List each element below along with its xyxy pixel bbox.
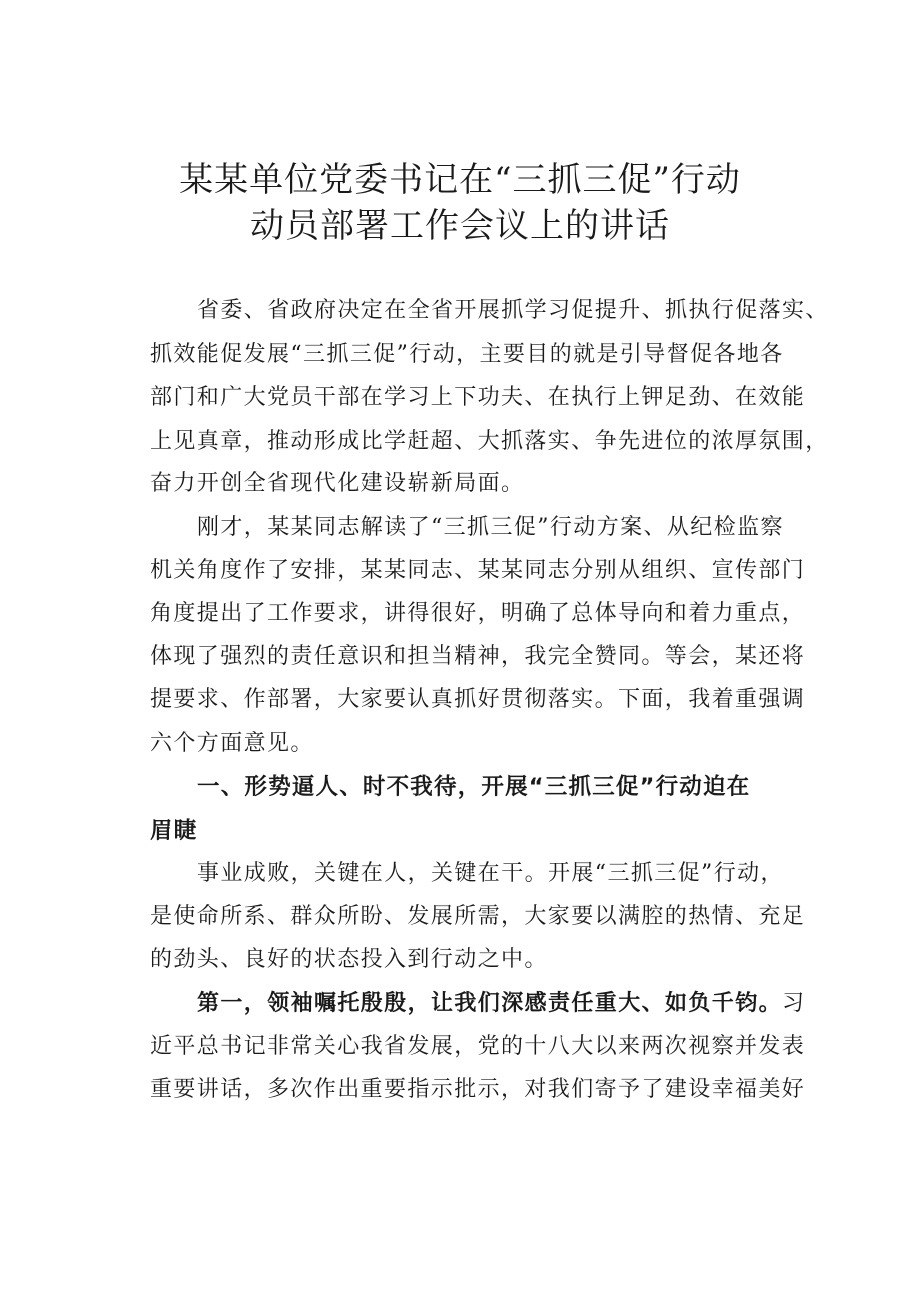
paragraph-3-line-3: 的劲头、良好的状态投入到行动之中。 [150,947,548,972]
paragraph-4-bold-lead: 第一，领袖嘱托殷殷，让我们深感责任重大、如负千钧。 [197,991,783,1016]
paragraph-2-line-4: 体现了强烈的责任意识和担当精神，我完全赞同。等会，某还将 [150,644,806,669]
document-title-line-2: 动员部署工作会议上的讲话 [250,206,670,246]
paragraph-3-line-2: 是使命所系、群众所盼、发展所需，大家要以满腔的热情、充足 [150,904,806,929]
paragraph-3-line-1: 事业成败，关键在人，关键在干。开展“三抓三促”行动， [197,861,784,886]
document-title-line-1: 某某单位党委书记在“三抓三促”行动 [179,160,741,200]
section-heading-1-line-2: 眉睫 [150,818,198,844]
paragraph-4-line-1 [197,989,805,1019]
paragraph-2-line-2: 机关角度作了安排，某某同志、某某同志分别从组织、宣传部门 [150,558,806,583]
paragraph-4-line-1-rest: 习 [782,991,806,1016]
paragraph-1-line-1: 省委、省政府决定在全省开展抓学习促提升、抓执行促落实、 [197,298,829,323]
paragraph-4-line-3: 重要讲话，多次作出重要指示批示，对我们寄予了建设幸福美好 [150,1077,806,1102]
paragraph-1-line-5: 奋力开创全省现代化建设崭新局面。 [150,471,525,496]
paragraph-1-line-2: 抓效能促发展“三抓三促”行动，主要目的就是引导督促各地各 [150,342,784,367]
paragraph-4-line-2: 近平总书记非常关心我省发展，党的十八大以来两次视察并发表 [150,1034,806,1059]
paragraph-1-line-3: 部门和广大党员干部在学习上下功夫、在执行上钾足劲、在效能 [150,385,806,410]
paragraph-2-line-6: 六个方面意见。 [150,731,314,756]
paragraph-2-line-1: 刚才，某某同志解读了“三抓三促”行动方案、从纪检监察 [197,515,784,540]
paragraph-1-line-4: 上见真章，推动形成比学赶超、大抓落实、争先进位的浓厚氛围， [150,429,829,454]
paragraph-2-line-5: 提要求、作部署，大家要认真抓好贯彻落实。下面，我着重强调 [150,687,806,712]
section-heading-1-line-1: 一、形势逼人、时不我待，开展“三抓三促”行动迫在 [197,774,751,800]
paragraph-2-line-3: 角度提出了工作要求，讲得很好，明确了总体导向和着力重点， [150,601,806,626]
